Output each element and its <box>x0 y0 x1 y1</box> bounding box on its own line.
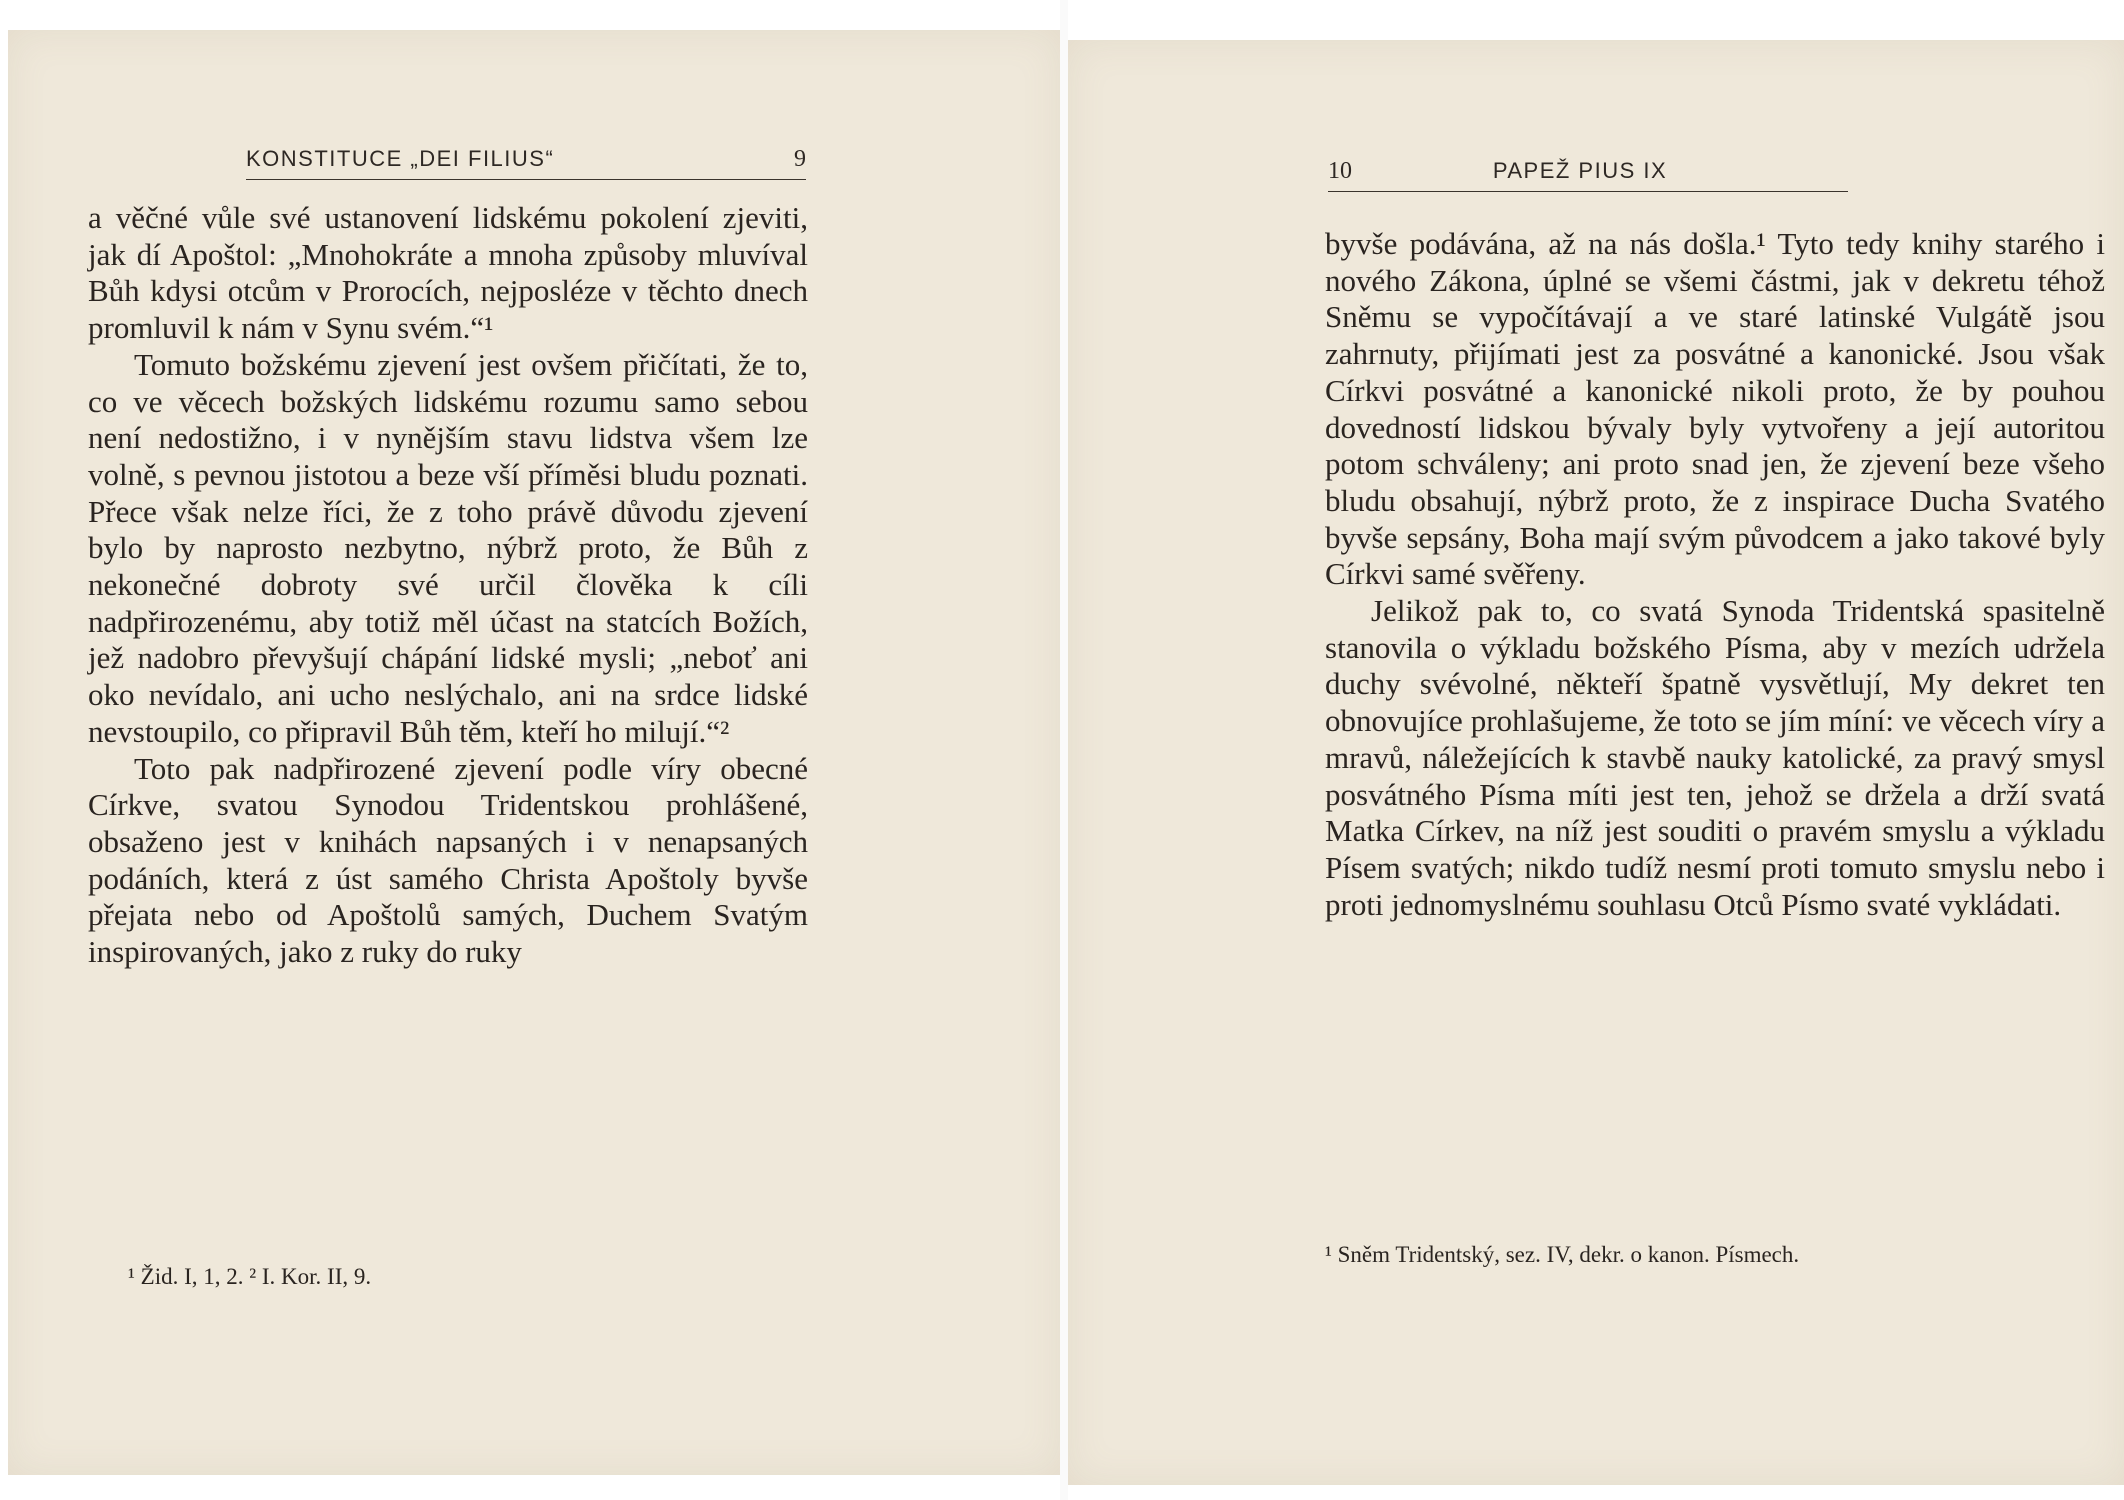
running-head-title: PAPEŽ PIUS IX <box>1492 158 1668 183</box>
left-page <box>8 30 1060 1475</box>
book-gutter <box>1060 0 1068 1500</box>
running-head-left <box>246 146 806 180</box>
footnote-right: ¹ Sněm Tridentský, sez. IV, dekr. o kanon. Písmech. <box>1325 1242 1800 1267</box>
running-head-title: KONSTITUCE „DEI FILIUS“ <box>246 146 555 171</box>
paragraph: Tomuto božskému zjevení jest ovšem přičítati, že to, co ve věcech božských lidskému rozumu samo sebou není nedostižno, i v nynějším stavu lidstva všem lze volně, s pevnou jistotou a beze vší příměsi bludu poznati. Přece však nelze říci, že z toho právě důvodu zjevení bylo by naprosto nezbytno, nýbrž proto, že Bůh z nekonečné dobroty své určil člověka k cíli nadpřirozenému, aby totiž měl účast na statcích Božích, jež nadobro převyšují chápání lidské mysli; „neboť ani oko nevídalo, ani ucho neslýchalo, ani na srdce lidské nevstoupilo, co připravil Bůh těm, kteří ho milují.“² <box>88 346 808 749</box>
body-text-left <box>88 200 808 971</box>
paragraph: a věčné vůle své ustanovení lidskému pokolení zjeviti, jak dí Apoštol: „Mnohokráte a mnoha způsoby mluvíval Bůh kdysi otcům v Prorocích, nejposléze v těchto dnech promluvil k nám v Synu svém.“¹ <box>88 200 808 346</box>
body-text-right <box>1325 226 2105 923</box>
right-page <box>1068 40 2124 1485</box>
page-number: 10 <box>1328 158 1352 184</box>
running-head-right <box>1328 158 1848 192</box>
paragraph: Jelikož pak to, co svatá Synoda Tridentská spasitelně stanovila o výkladu božského Písma, aby v mezích udržela duchy svévolné, někteří špatně vysvětlují, My dekret ten obnovujíce prohlašujeme, že toto se jím míní: ve věcech víry a mravů, náležejících k stavbě nauky katolické, za pravý smysl posvátného Písma míti jest ten, jehož se držela a drží svatá Matka Církev, na níž jest souditi o pravém smyslu a výkladu Písem svatých; nikdo tudíž nesmí proti tomuto smyslu nebo i proti jednomyslnému souhlasu Otců Písmo svaté vykládati. <box>1325 593 2105 922</box>
paragraph: Toto pak nadpřirozené zjevení podle víry obecné Církve, svatou Synodou Tridentskou prohlášené, obsaženo jest v knihách napsaných i v nenapsaných podáních, která z úst samého Christa Apoštoly byvše přejata nebo od Apoštolů samých, Duchem Svatým inspirovaných, jako z ruky do ruky <box>88 750 808 970</box>
page-number: 9 <box>794 146 806 172</box>
paragraph: byvše podávána, až na nás došla.¹ Tyto tedy knihy starého i nového Zákona, úplné se všemi částmi, jak v dekretu téhož Sněmu se vypočítávají a ve staré latinské Vulgátě jsou zahrnuty, přijímati jest za posvátné a kanonické. Jsou však Církvi posvátné a kanonické nikoli proto, že by pouhou dovedností lidskou bývaly byly vytvořeny a její autoritou potom schváleny; ani proto snad jen, že zjevení beze všeho bludu obsahují, nýbrž proto, že z inspirace Ducha Svatého byvše sepsány, Boha mají svým původcem a jako takové byly Církvi samé svěřeny. <box>1325 226 2105 592</box>
footnote-left: ¹ Žid. I, 1, 2. ² I. Kor. II, 9. <box>128 1264 372 1289</box>
